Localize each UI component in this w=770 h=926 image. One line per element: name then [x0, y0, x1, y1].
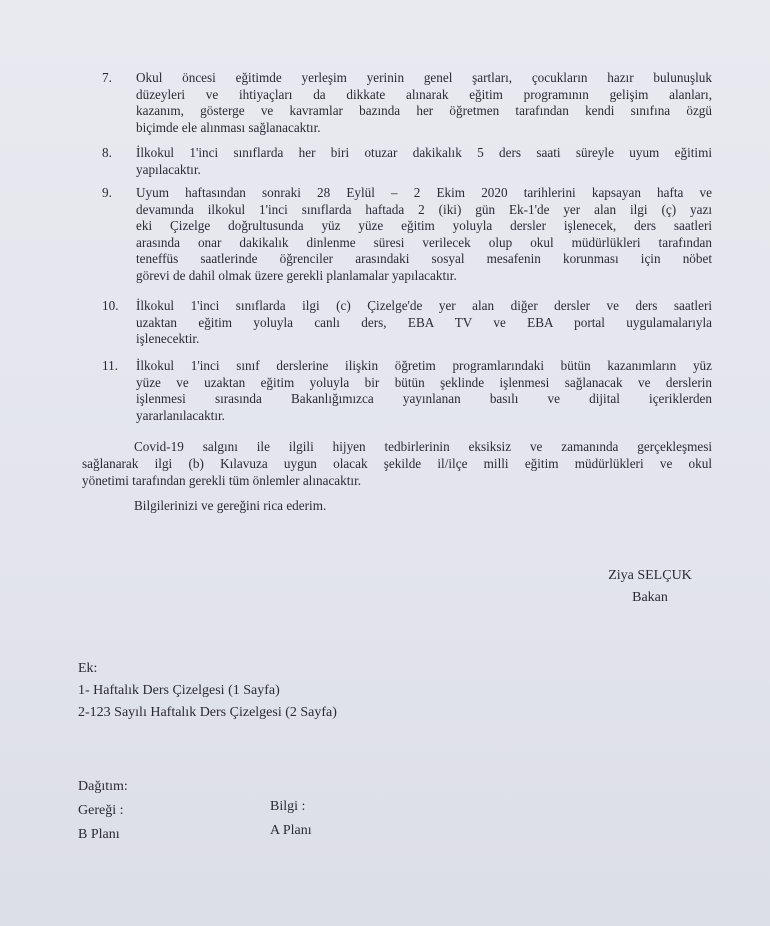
item-text: [136, 70, 712, 136]
text-line: uzaktan eğitim yoluyla canlı ders, EBA TV ve EBA portal uygulamalarıyla: [136, 314, 712, 330]
text-line: devamında ilkokul 1'inci sınıflarda haftada 2 (iki) gün Ek-1'de yer alan ilgi (ç) yazı: [136, 201, 712, 217]
item-number: 9.: [102, 185, 112, 200]
text-line: teneffüs saatlerinde öğrenciler arasındaki sosyal mesafenin korunması için nöbet: [136, 251, 712, 267]
text-line: işlenmesi sırasında Bakanlığımızca yayınlanan basılı ve dijital içeriklerden: [136, 391, 712, 407]
item-text: [136, 298, 712, 348]
distribution-block: [78, 775, 128, 847]
request-sentence: Bilgilerinizi ve gereğini rica ederim.: [134, 498, 327, 513]
distribution-heading: Dağıtım:: [78, 779, 128, 794]
signature-block: [580, 565, 720, 609]
closing-paragraph: [82, 438, 712, 489]
bilgi-value: A Planı: [270, 823, 312, 838]
item-number: 10.: [102, 298, 119, 313]
attachments-block: [78, 658, 337, 724]
item-number: 7.: [102, 70, 112, 85]
text-line: yönetimi tarafından gerekli tüm önlemler alınacaktır.: [82, 473, 362, 488]
text-line: yüze ve uzaktan eğitim yoluyla bir bütün şeklinde işlenmesi sağlanacak ve derslerin: [136, 374, 712, 390]
text-line: biçimde ele alınması sağlanacaktır.: [136, 119, 321, 135]
text-line: İlkokul 1'inci sınıflarda her biri otuzar dakikalık 5 ders saati süreyle uyum eğitimi: [136, 145, 712, 160]
signatory-title: Bakan: [632, 590, 668, 605]
attachment-item: 1- Haftalık Ders Çizelgesi (1 Sayfa): [78, 683, 280, 698]
text-line: yapılacaktır.: [136, 161, 201, 177]
text-line: Okul öncesi eğitimde yerleşim yerinin genel şartları, çocukların hazır bulunuşluk: [136, 70, 712, 85]
item-text: [136, 185, 712, 285]
item-number: 8.: [102, 145, 112, 160]
gereg-value: B Planı: [78, 827, 120, 842]
text-line: düzeyleri ve ihtiyaçları da dikkate alınarak eğitim programının gelişim alanları,: [136, 86, 712, 102]
attachment-item: 2-123 Sayılı Haftalık Ders Çizelgesi (2 Sayfa): [78, 705, 337, 720]
item-text: [136, 145, 712, 178]
signatory-name: Ziya SELÇUK: [608, 568, 692, 583]
text-line: işlenecektir.: [136, 331, 200, 347]
text-line: kazanım, gösterge ve kavramlar bazında her öğretmen tarafından kendi sınıfına özgü: [136, 103, 712, 119]
text-line: İlkokul 1'inci sınıflarda ilgi (c) Çizelge'de yer alan diğer dersler ve ders saatleri: [136, 298, 712, 313]
item-number: 11.: [102, 358, 118, 373]
text-line: sağlanarak ilgi (b) Kılavuza uygun olacak şekilde il/ilçe milli eğitim müdürlükleri ve okul: [82, 456, 712, 471]
text-line: arasında onar dakikalık dinlenme süresi verilecek olup okul müdürlükleri tarafından: [136, 234, 712, 250]
bilgi-label: Bilgi :: [270, 799, 306, 814]
gereg-label: Gereği :: [78, 803, 124, 818]
text-line: görevi de dahil olmak üzere gerekli planlamalar yapılacaktır.: [136, 267, 457, 283]
text-line: yararlanılacaktır.: [136, 407, 225, 423]
text-line: eki Çizelge doğrultusunda yüz yüze eğitim yoluyla dersler işlenecek, ders saatleri: [136, 218, 712, 234]
text-line: Uyum haftasından sonraki 28 Eylül – 2 Ekim 2020 tarihlerini kapsayan hafta ve: [136, 185, 712, 200]
bilgi-block: [270, 795, 312, 843]
item-text: [136, 358, 712, 424]
attachments-heading: Ek:: [78, 661, 98, 676]
text-line: Covid-19 salgını ile ilgili hijyen tedbirlerinin eksiksiz ve zamanında gerçekleşmesi: [134, 439, 712, 454]
text-line: İlkokul 1'inci sınıf derslerine ilişkin öğretim programlarındaki bütün kazanımların yüz: [136, 358, 712, 373]
